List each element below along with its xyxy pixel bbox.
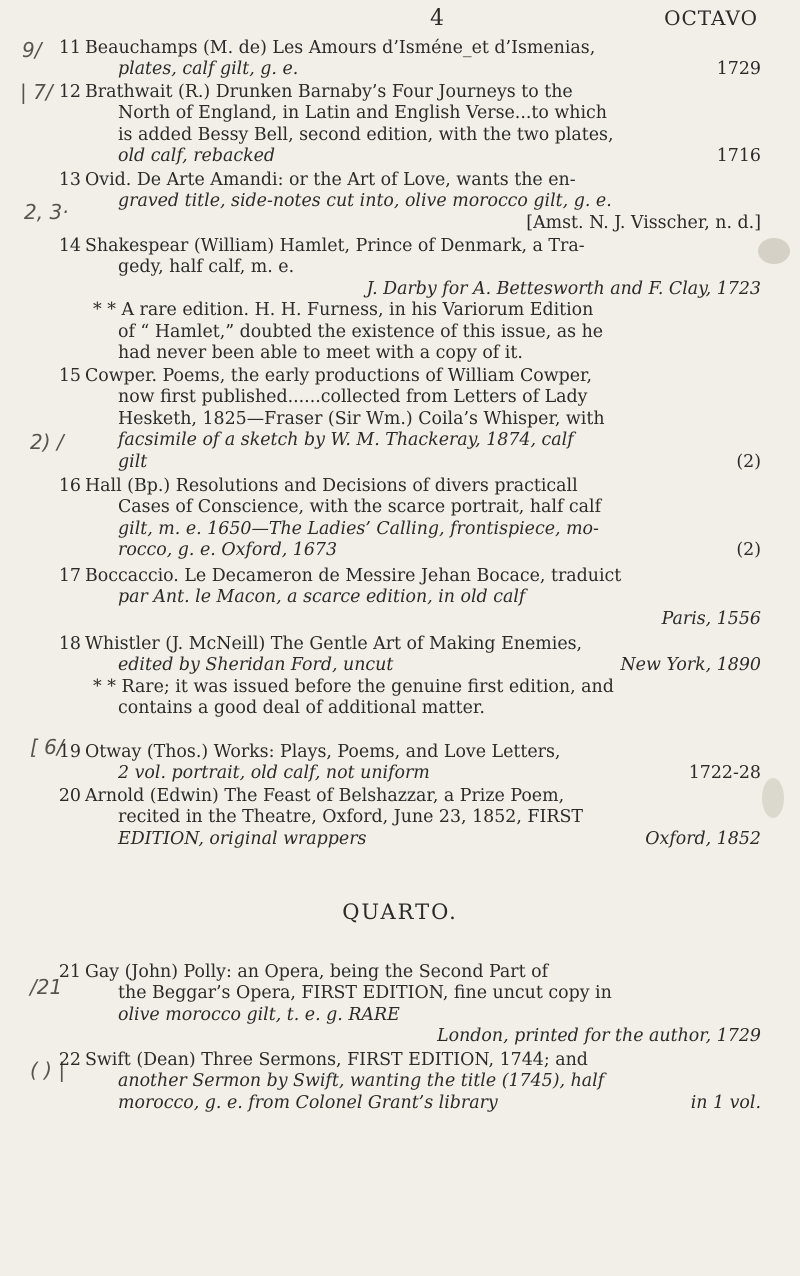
handwritten-mark: 9/ [22,38,42,62]
catalogue-entry [58,38,761,81]
catalogue-entry [58,634,761,720]
entry-date: 1722-28 [688,763,761,784]
handwritten-mark: /21 [30,975,63,999]
page-number: 4 [430,6,444,31]
entry-line: 2 vol. portrait, old calf, not uniform [118,763,430,784]
entry-note: had never been able to meet with a copy of it. [118,343,523,364]
catalogue-entry [58,236,761,364]
handwritten-mark: [ 6/ [30,735,64,759]
catalogue-entry [58,786,761,850]
entry-line: morocco, g. e. from Colonel Grant’s library [118,1092,498,1113]
entry-imprint: [Amst. N. J. Visscher, n. d.] [526,212,761,233]
catalogue-entry [58,566,761,630]
entry-number: 21 [58,962,81,982]
entry-line: Cases of Conscience, with the scarce portrait, half calf [118,497,602,518]
entry-line: Hesketh, 1825—Fraser (Sir Wm.) Coila’s Whisper, with [118,408,605,429]
entry-line: par Ant. le Macon, a scarce edition, in old calf [118,587,526,608]
catalogue-entry [58,170,761,234]
entry-line: Hall (Bp.) Resolutions and Decisions of divers practicall [85,476,578,496]
entry-line: is added Bessy Bell, second edition, with the two plates, [118,124,614,145]
catalogue-entry [58,366,761,473]
entry-line: gilt [118,451,148,472]
page-header [0,6,800,30]
entry-line: Boccaccio. Le Decameron de Messire Jehan Bocace, traduict [85,566,622,586]
entry-line: gedy, half calf, m. e. [118,257,295,278]
entry-note: * * A rare edition. H. H. Furness, in his Variorum Edition [93,300,594,321]
entry-line: Shakespear (William) Hamlet, Prince of Denmark, a Tra- [85,236,585,256]
entry-line: graved title, side-notes cut into, olive morocco gilt, g. e. [118,191,612,212]
entry-date: 1729 [716,59,761,80]
entry-number: 14 [58,236,81,256]
catalogue-entry [58,1050,761,1114]
ink-stain [758,238,790,264]
entry-line: Swift (Dean) Three Sermons, FIRST EDITION, 1744; and [85,1050,588,1070]
catalogue-entry [58,742,761,785]
entry-count: (2) [736,451,761,472]
entry-line: recited in the Theatre, Oxford, June 23, 1852, FIRST [118,807,583,828]
entry-imprint: J. Darby for A. Bettesworth and F. Clay, 1723 [366,278,761,299]
entry-line: Arnold (Edwin) The Feast of Belshazzar, a Prize Poem, [85,786,565,806]
entry-imprint: London, printed for the author, 1729 [437,1026,761,1047]
section-heading: QUARTO. [342,900,458,924]
catalogue-entry [58,962,761,1048]
entry-line: Otway (Thos.) Works: Plays, Poems, and Love Letters, [85,742,561,762]
entry-line: North of England, in Latin and English Verse...to which [118,103,607,124]
entry-line: edited by Sheridan Ford, uncut [118,655,394,676]
entry-note: of “ Hamlet,” doubted the existence of this issue, as he [118,321,604,342]
handwritten-mark: | 7/ [20,80,53,104]
entry-number: 20 [58,786,81,806]
entry-line: gilt, m. e. 1650—The Ladies’ Calling, frontispiece, mo- [118,518,599,539]
entry-number: 16 [58,476,81,496]
entry-imprint: New York, 1890 [620,655,761,676]
entry-count: (2) [736,540,761,561]
entry-number: 17 [58,566,81,586]
entry-line: now first published......collected from Letters of Lady [118,387,588,408]
entry-imprint: Paris, 1556 [661,608,761,629]
entry-note: * * Rare; it was issued before the genuine first edition, and [93,676,614,697]
entry-number: 18 [58,634,81,654]
entry-line: old calf, rebacked [118,146,276,167]
handwritten-mark: 2) / [30,430,64,454]
entry-number: 11 [58,38,81,58]
entry-line: EDITION, original wrappers [118,828,367,849]
entry-note: contains a good deal of additional matter. [118,698,485,719]
entry-number: 22 [58,1050,81,1070]
entry-line: another Sermon by Swift, wanting the title (1745), half [118,1071,605,1092]
entry-line: olive morocco gilt, t. e. g. RARE [118,1004,400,1025]
entry-line: Beauchamps (M. de) Les Amours d’Isméne_et d’Ismenias, [85,38,596,58]
entry-line: plates, calf gilt, g. e. [118,59,299,80]
handwritten-mark: ( ) | [30,1058,66,1082]
entry-number: 19 [58,742,81,762]
entry-line: Gay (John) Polly: an Opera, being the Second Part of [85,962,549,982]
catalogue-entry [58,476,761,562]
entry-number: 12 [58,82,81,102]
entry-line: Brathwait (R.) Drunken Barnaby’s Four Journeys to the [85,82,573,102]
entry-line: facsimile of a sketch by W. M. Thackeray, 1874, calf [118,430,574,451]
entry-number: 15 [58,366,81,386]
entry-line: Cowper. Poems, the early productions of William Cowper, [85,366,592,386]
entry-line: Ovid. De Arte Amandi: or the Art of Love, wants the en- [85,170,576,190]
running-title: OCTAVO [664,6,758,30]
catalogue-entry [58,82,761,168]
entry-date: 1716 [716,146,761,167]
entry-imprint: in 1 vol. [690,1092,761,1113]
entry-imprint: Oxford, 1852 [645,828,761,849]
handwritten-mark: 2, 3· [24,200,69,224]
entry-line: rocco, g. e. Oxford, 1673 [118,540,338,561]
entry-line: Whistler (J. McNeill) The Gentle Art of Making Enemies, [85,634,583,654]
entry-number: 13 [58,170,81,190]
entry-line: the Beggar’s Opera, FIRST EDITION, fine uncut copy in [118,983,612,1004]
ink-stain [762,778,784,818]
